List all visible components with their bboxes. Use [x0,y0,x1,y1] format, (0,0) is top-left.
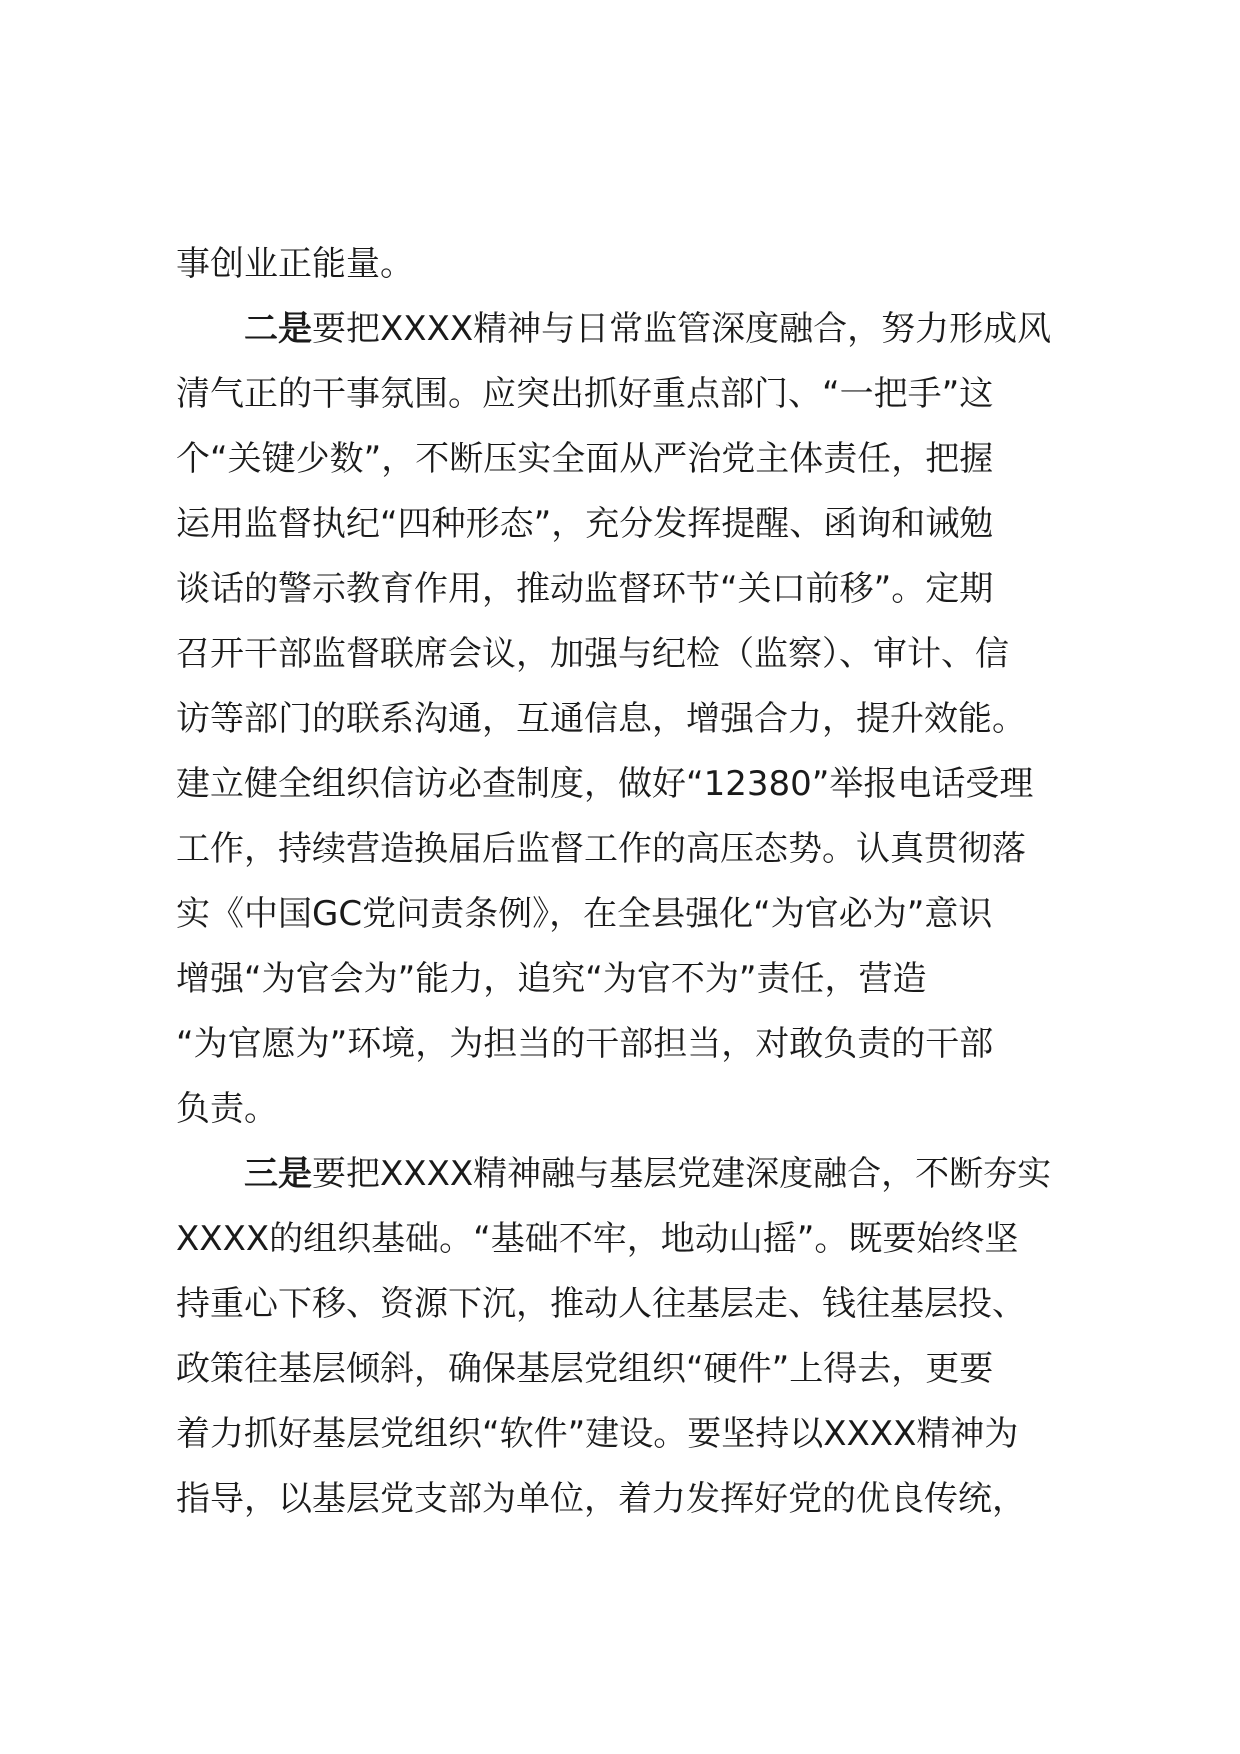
text-line [176,622,1116,687]
paragraph-text: 谈话的警示教育作用，推动监督环节“关口前移”。定期 [176,569,994,609]
text-line [176,1012,1116,1077]
text-line [176,1337,1116,1402]
paragraph-text: 增强“为官会为”能力，追究“为官不为”责任，营造 [176,959,927,999]
paragraph-text: 清气正的干事氛围。应突出抓好重点部门、“一把手”这 [176,374,994,414]
paragraph-text: 个“关键少数”，不断压实全面从严治党主体责任，把握 [176,439,994,479]
paragraph-text: 要把XXXX精神融与基层党建深度融合，不断夯实 [312,1154,1052,1194]
paragraph-text: 持重心下移、资源下沉，推动人往基层走、钱往基层投、 [176,1284,1026,1324]
text-line [176,817,1116,882]
paragraph-text: 事创业正能量。 [176,244,414,284]
paragraph-text: 工作，持续营造换届后监督工作的高压态势。认真贯彻落 [176,829,1026,869]
text-line [176,1402,1116,1467]
text-line [176,297,1116,362]
paragraph-text: 着力抓好基层党组织“软件”建设。要坚持以XXXX精神为 [176,1414,1019,1454]
paragraph-text: 要把XXXX精神与日常监管深度融合，努力形成风 [312,309,1052,349]
text-line [176,1077,1116,1142]
paragraph-text: XXXX的组织基础。“基础不牢，地动山摇”。既要始终坚 [176,1219,1019,1259]
paragraph-text: 召开干部监督联席会议，加强与纪检（监察）、审计、信 [176,634,1009,674]
text-line [176,1142,1116,1207]
paragraph-text: 指导，以基层党支部为单位，着力发挥好党的优良传统， [176,1479,1026,1519]
paragraph-lead: 三是 [244,1154,312,1194]
paragraph-text: 政策往基层倾斜，确保基层党组织“硬件”上得去，更要 [176,1349,994,1389]
text-line [176,427,1116,492]
text-line [176,947,1116,1012]
document-body [176,232,1116,1532]
text-line [176,492,1116,557]
text-line [176,557,1116,622]
text-line [176,882,1116,947]
text-line [176,362,1116,427]
paragraph-text: “为官愿为”环境，为担当的干部担当，对敢负责的干部 [176,1024,994,1064]
text-line [176,1272,1116,1337]
paragraph-text: 建立健全组织信访必查制度，做好“12380”举报电话受理 [176,764,1034,804]
text-line [176,687,1116,752]
paragraph-text: 运用监督执纪“四种形态”，充分发挥提醒、函询和诫勉 [176,504,994,544]
paragraph-text: 负责。 [176,1089,278,1129]
text-line [176,752,1116,817]
text-line [176,1207,1116,1272]
text-line [176,232,1116,297]
paragraph-lead: 二是 [244,309,312,349]
text-line [176,1467,1116,1532]
paragraph-text: 访等部门的联系沟通，互通信息，增强合力，提升效能。 [176,699,1026,739]
paragraph-text: 实《中国GC党问责条例》，在全县强化“为官必为”意识 [176,894,993,934]
